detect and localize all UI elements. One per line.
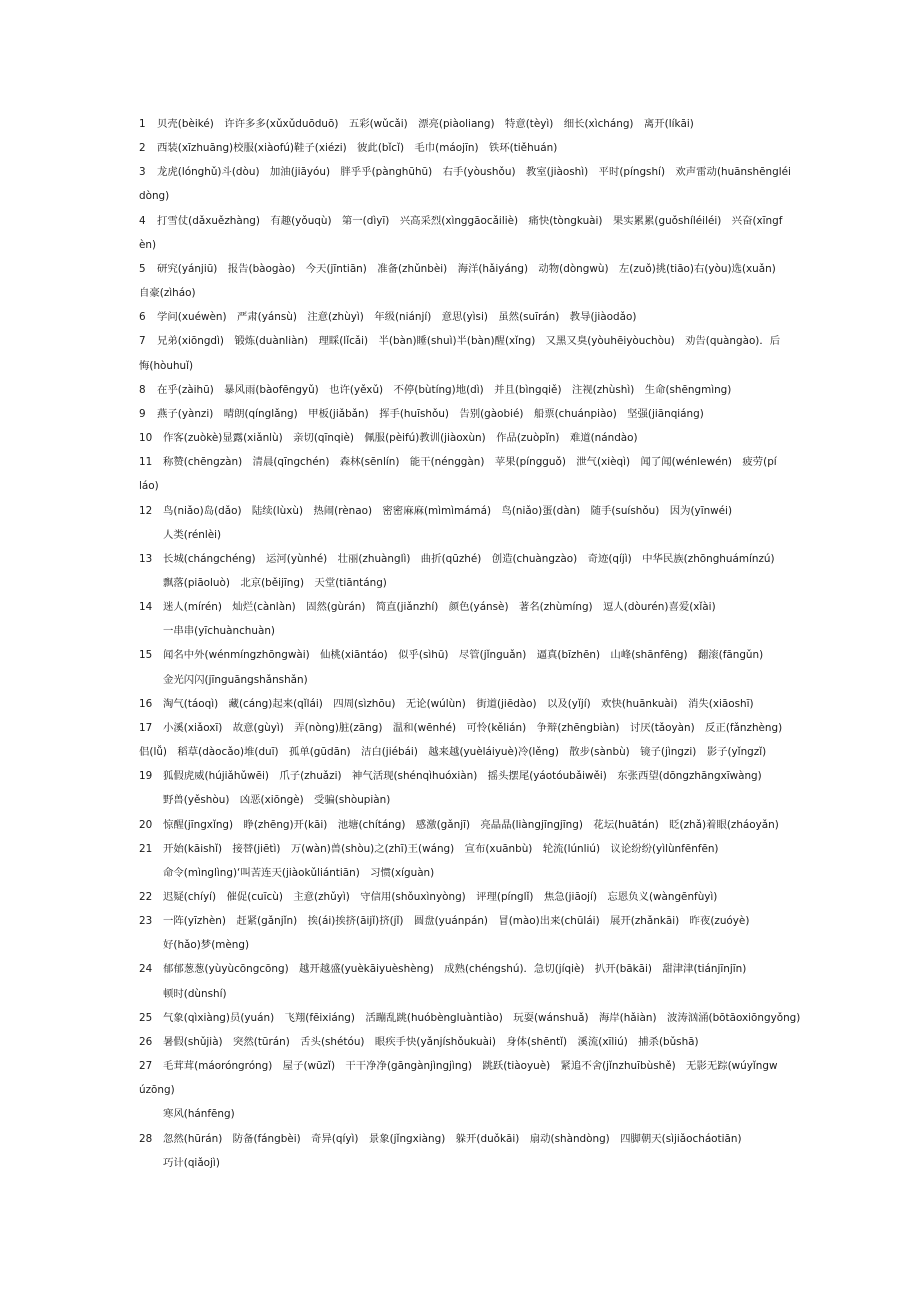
entry-number: 6 — [139, 311, 146, 324]
entry-number: 4 — [139, 214, 146, 227]
vocab-entry — [139, 136, 794, 160]
entry-number: 3 — [139, 166, 146, 179]
entry-text: 长城(chángchéng) 运河(yùnhé) 壮丽(zhuànglì) 曲折(qūzhé) 创造(chuàngzào) 奇迹(qíjì) 中华民族(zhōnghuámínzú) — [163, 552, 775, 565]
entry-line — [139, 716, 794, 740]
entry-text: 迷人(mírén) 灿烂(cànlàn) 固然(gùrán) 简直(jiǎnzhí) 颜色(yánsè) 著名(zhùmíng) 逗人(dòurén)喜爱(xǐài) — [163, 601, 716, 614]
vocab-entry — [139, 1030, 794, 1054]
entry-number: 5 — [139, 262, 146, 275]
entry-line — [139, 885, 794, 909]
entry-number: 23 — [139, 915, 153, 928]
entry-text: 侣(lǚ) 稻草(dàocǎo)堆(duī) 孤单(gūdān) 洁白(jiébái) 越来越(yuèláiyuè)冷(lěng) 散步(sànbù) 镜子(jìngzi) 影子(yǐngzǐ) — [139, 746, 767, 759]
vocab-entry — [139, 813, 794, 837]
entry-number: 7 — [139, 335, 146, 348]
entry-text: 忽然(hūrán) 防备(fángbèi) 奇异(qíyì) 景象(jǐngxiàng) 躲开(duǒkāi) 扇动(shàndòng) 四脚朝天(sìjiǎocháotiān) — [163, 1132, 742, 1145]
entry-line — [139, 813, 794, 837]
vocab-entry — [139, 499, 794, 547]
vocab-entry — [139, 209, 794, 257]
entry-continuation-line — [139, 1151, 794, 1175]
entry-line — [139, 402, 794, 426]
entry-line — [139, 209, 794, 233]
entry-text: 人类(rénlèi) — [163, 528, 222, 541]
entry-text: úzōng) — [139, 1084, 175, 1097]
entry-text: 巧计(qiǎojì) — [163, 1156, 220, 1169]
vocab-entry — [139, 1127, 794, 1175]
entry-line — [139, 257, 794, 281]
entry-continuation-line — [139, 233, 794, 257]
vocab-entry — [139, 112, 794, 136]
vocab-entry — [139, 257, 794, 305]
entry-text: 金光闪闪(jīnguāngshǎnshǎn) — [163, 673, 308, 686]
entry-number: 10 — [139, 432, 153, 445]
entry-line — [139, 1006, 801, 1030]
entry-continuation-line — [139, 571, 794, 595]
entry-text: 郁郁葱葱(yùyùcōngcōng) 越开越盛(yuèkāiyuèshèng) 成熟(chéngshú)．急切(jíqiè) 扒开(bākāi) 甜津津(tiánjīnjīn) — [163, 963, 747, 976]
entry-text: 气象(qìxiàng)员(yuán) 飞翔(fēixiáng) 活蹦乱跳(huóbèngluàntiào) 玩耍(wánshuǎ) 海岸(hǎiàn) 波涛汹涌(bōtāoxiōngyǒng) — [163, 1011, 801, 1024]
entry-text: 野兽(yěshòu) 凶恶(xiōngè) 受骗(shòupiàn) — [163, 794, 391, 807]
entry-text: 寒风(hánfēng) — [163, 1108, 235, 1121]
vocab-entry — [139, 595, 794, 643]
entry-continuation-line — [139, 982, 794, 1006]
entry-line — [139, 1030, 794, 1054]
entry-text: 惊醒(jīngxǐng) 睁(zhēng)开(kāi) 池塘(chítáng) 感激(gǎnjī) 亮晶晶(liàngjīngjīng) 花坛(huātán) 眨(zhǎ)着眼(zháoyǎn) — [163, 818, 779, 831]
entry-text: 打雪仗(dǎxuězhàng) 有趣(yǒuqù) 第一(dìyī) 兴高采烈(xìnggāocǎiliè) 痛快(tòngkuài) 果实累累(guǒshíléiléi) 兴奋(xīngf — [157, 214, 783, 227]
entry-line — [139, 378, 794, 402]
vocab-entry — [139, 547, 794, 595]
vocab-entry — [139, 402, 794, 426]
entry-number: 27 — [139, 1060, 153, 1073]
vocab-entry — [139, 764, 794, 812]
entry-number: 16 — [139, 697, 153, 710]
entry-number: 20 — [139, 818, 153, 831]
entry-continuation-line — [139, 619, 794, 643]
entry-line — [139, 837, 794, 861]
entry-number: 24 — [139, 963, 153, 976]
entry-text: 西装(xīzhuāng)校服(xiàofú)鞋子(xiézi) 彼此(bǐcǐ) 毛巾(máojīn) 铁环(tiěhuán) — [157, 142, 558, 155]
vocab-entry — [139, 716, 794, 764]
entry-line — [139, 1127, 794, 1151]
entry-number: 8 — [139, 383, 146, 396]
entry-text: láo) — [139, 480, 159, 493]
vocab-entry — [139, 692, 794, 716]
entry-number: 17 — [139, 721, 153, 734]
entry-text: 迟疑(chíyí) 催促(cuīcù) 主意(zhǔyì) 守信用(shǒuxìnyòng) 评理(pínglǐ) 焦急(jiāojí) 忘恩负义(wàngēnfùyì) — [163, 891, 718, 903]
entry-text: 毛茸茸(máoróngróng) 屋子(wūzǐ) 干干净净(gāngànjìngjìng) 跳跃(tiàoyuè) 紧追不舍(jǐnzhuībùshě) 无影无踪(wúyǐngw — [163, 1060, 778, 1073]
entry-line — [139, 547, 794, 571]
entry-continuation-line — [139, 933, 794, 957]
entry-line — [139, 112, 794, 136]
entry-line — [139, 692, 794, 716]
entry-text: 飘落(piāoluò) 北京(běijīng) 天堂(tiāntáng) — [163, 576, 387, 589]
vocab-entry — [139, 305, 794, 329]
vocab-entry — [139, 643, 794, 691]
entry-text: 自豪(zìháo) — [139, 287, 196, 300]
vocab-entry — [139, 837, 794, 885]
entry-line — [139, 764, 794, 788]
entry-number: 28 — [139, 1132, 153, 1145]
vocab-entry — [139, 909, 794, 957]
entry-number: 12 — [139, 504, 153, 517]
entry-text: 作客(zuòkè)显露(xiǎnlù) 亲切(qīnqiè) 佩服(pèifú)教训(jiàoxùn) 作品(zuòpǐn) 难道(nándào) — [163, 432, 638, 445]
entry-text: 狐假虎威(hújiǎhǔwēi) 爪子(zhuǎzi) 神气活现(shénqìhuóxiàn) 摇头摆尾(yáotóubǎiwěi) 东张西望(dōngzhāngxīwàng) — [163, 770, 762, 783]
entry-number: 13 — [139, 552, 153, 565]
entry-continuation-line — [139, 184, 794, 208]
entry-text: 鸟(niǎo)岛(dǎo) 陆续(lùxù) 热闹(rènao) 密密麻麻(mìmìmámá) 鸟(niǎo)蛋(dàn) 随手(suíshǒu) 因为(yīnwéi) — [163, 504, 732, 517]
entry-text: 一阵(yīzhèn) 赶紧(gǎnjǐn) 挨(ái)挨挤(āijǐ)挤(jǐ) 圆盘(yuánpán) 冒(mào)出来(chūlái) 展开(zhǎnkāi) 昨夜(zuóyè) — [163, 915, 750, 928]
entry-text: 研究(yánjiū) 报告(bàogào) 今天(jīntiān) 准备(zhǔnbèi) 海洋(hǎiyáng) 动物(dòngwù) 左(zuǒ)挑(tiāo)右(yòu)选(xuǎn) — [157, 262, 776, 275]
entry-number: 9 — [139, 407, 146, 420]
entry-number: 26 — [139, 1035, 153, 1048]
entry-number: 14 — [139, 601, 153, 614]
entry-text: èn) — [139, 238, 157, 251]
entry-text: 淘气(táoqì) 藏(cáng)起来(qǐlái) 四周(sìzhōu) 无论(wúlùn) 街道(jiēdào) 以及(yǐjí) 欢快(huānkuài) 消失(xiāoshī) — [163, 697, 754, 710]
vocab-entry — [139, 329, 794, 377]
vocab-entry — [139, 450, 794, 498]
entry-line — [139, 426, 794, 450]
entry-continuation-line — [139, 788, 794, 812]
entry-number: 19 — [139, 770, 153, 783]
entry-text: dòng) — [139, 190, 170, 203]
entry-continuation-line — [139, 1078, 794, 1102]
vocab-entry — [139, 885, 794, 909]
entry-text: 兄弟(xiōngdì) 锻炼(duànliàn) 理睬(lǐcǎi) 半(bàn)睡(shuì)半(bàn)醒(xǐng) 又黑又臭(yòuhēiyòuchòu) 劝告(quàngào)．后 — [157, 335, 781, 348]
entry-line — [139, 1054, 794, 1078]
document-body — [139, 112, 801, 1175]
entry-text: 命令(mìnglìng)‘叫苦连天(jiàokǔliántiān) 习惯(xíguàn) — [163, 866, 435, 879]
vocab-entry — [139, 1006, 801, 1030]
entry-number: 11 — [139, 456, 153, 469]
entry-number: 21 — [139, 842, 153, 855]
entry-text: 一串串(yīchuànchuàn) — [163, 625, 275, 638]
vocab-entry — [139, 426, 794, 450]
entry-line — [139, 499, 794, 523]
entry-line — [139, 450, 794, 474]
entry-text: 悔(hòuhuǐ) — [139, 359, 194, 372]
entry-text: 小溪(xiǎoxī) 故意(gùyì) 弄(nòng)脏(zāng) 温和(wēnhé) 可怜(kělián) 争辩(zhēngbiàn) 讨厌(tǎoyàn) 反正(fǎnzhèng) — [163, 721, 783, 734]
entry-line — [139, 329, 794, 353]
entry-text: 称赞(chēngzàn) 清晨(qīngchén) 森林(sēnlín) 能干(nénggàn) 苹果(píngguǒ) 泄气(xièqì) 闻了闻(wénlewén) 疲劳(pí — [163, 456, 777, 469]
entry-continuation-line — [139, 1102, 794, 1126]
entry-continuation-line — [139, 281, 794, 305]
vocab-entry — [139, 1054, 794, 1126]
entry-text: 燕子(yànzi) 晴朗(qínglǎng) 甲板(jiǎbǎn) 挥手(huīshǒu) 告别(gàobié) 船票(chuánpiào) 坚强(jiānqiáng) — [157, 407, 704, 420]
entry-text: 好(hǎo)梦(mèng) — [163, 939, 250, 952]
entry-text: 在乎(zàihū) 暴风雨(bàofēngyǔ) 也许(yěxǔ) 不停(bùtíng)地(dì) 并且(bìngqiě) 注视(zhùshì) 生命(shēngmìng) — [157, 383, 732, 396]
entry-continuation-line — [139, 523, 794, 547]
entry-line — [139, 305, 794, 329]
entry-line — [139, 160, 794, 184]
entry-line — [139, 136, 794, 160]
entry-text: 开始(kāishǐ) 接替(jiētì) 万(wàn)兽(shòu)之(zhī)王(wáng) 宣布(xuānbù) 轮流(lúnliú) 议论纷纷(yìlùnfēnfēn) — [163, 842, 719, 855]
entry-text: 闻名中外(wénmíngzhōngwài) 仙桃(xiāntáo) 似乎(sìhū) 尽管(jǐnguǎn) 逼真(bīzhēn) 山峰(shānfēng) 翻滚(fāngǔn) — [163, 649, 764, 662]
vocab-entry — [139, 378, 794, 402]
entry-number: 2 — [139, 142, 146, 155]
entry-text: 龙虎(lónghǔ)斗(dòu) 加油(jiāyóu) 胖乎乎(pànghūhū) 右手(yòushǒu) 教室(jiàoshì) 平时(píngshí) 欢声雷动(huānshēngléi — [157, 166, 791, 179]
entry-number: 22 — [139, 891, 153, 903]
entry-number: 25 — [139, 1011, 153, 1024]
entry-continuation-line — [139, 740, 794, 764]
entry-line — [139, 957, 794, 981]
entry-line — [139, 595, 794, 619]
entry-continuation-line — [139, 354, 794, 378]
entry-line — [139, 909, 794, 933]
vocab-entry — [139, 160, 794, 208]
entry-line — [139, 643, 794, 667]
vocab-entry — [139, 957, 794, 1005]
entry-number: 15 — [139, 649, 153, 662]
entry-text: 暑假(shǔjià) 突然(tūrán) 舌头(shétóu) 眼疾手快(yǎnjíshǒukuài) 身体(shēntǐ) 溪流(xīliú) 捕杀(bǔshā) — [163, 1035, 699, 1048]
entry-continuation-line — [139, 668, 794, 692]
entry-continuation-line — [139, 474, 794, 498]
entry-continuation-line — [139, 861, 794, 885]
entry-text: 贝壳(bèiké) 许许多多(xǔxǔduōduō) 五彩(wǔcǎi) 漂亮(piàoliang) 特意(tèyì) 细长(xìcháng) 离开(líkāi) — [157, 118, 694, 130]
entry-text: 顿时(dùnshí) — [163, 987, 227, 1000]
entry-number: 1 — [139, 118, 146, 130]
entry-text: 学问(xuéwèn) 严肃(yánsù) 注意(zhùyì) 年级(niánjí) 意思(yìsi) 虽然(suīrán) 教导(jiàodǎo) — [157, 311, 637, 324]
